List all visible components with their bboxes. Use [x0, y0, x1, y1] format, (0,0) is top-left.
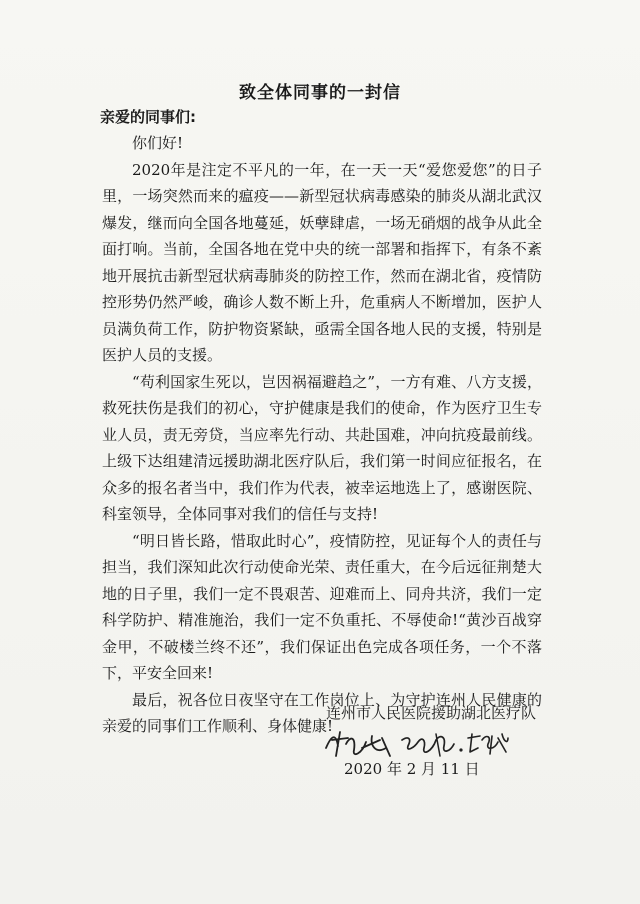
- handwritten-signature-1: [322, 730, 394, 760]
- handwritten-signature-3: [458, 730, 510, 760]
- handwritten-signature-2: [400, 730, 456, 760]
- letter-body: [102, 130, 542, 740]
- paragraph-2: “苟利国家生死以，岂因祸福避趋之”，一方有难、八方支援，救死扶伤是我们的初心，守护健康是我们的使命，作为医疗卫生专业人员，责无旁贷，当应率先行动、共赴国难，冲向抗疫最前线。上级下达组建清远援助湖北医疗队后，我们第一时间应征报名，在众多的报名者当中，我们作为代表，被幸运地选上了，感谢医院、科室领导，全体同事对我们的信任与支持!: [102, 372, 542, 523]
- paragraph-4: 最后，祝各位日夜坚守在工作岗位上、为守护连州人民健康的亲爱的同事们工作顺利、身体健康!: [102, 690, 542, 735]
- salutation: 亲爱的同事们:: [100, 108, 196, 126]
- letter-date: 2020 年 2 月 11 日: [344, 760, 480, 778]
- letter-title: 致全体同事的一封信: [239, 83, 401, 103]
- paragraph-3: “明日皆长路，惜取此时心”，疫情防控，见证每个人的责任与担当，我们深知此次行动使命光荣、责任重大，在今后远征荆楚大地的日子里，我们一定不畏艰苦、迎难而上、同舟共济，我们一定科学防护、精准施治，我们一定不负重托、不辱使命!“黄沙百战穿金甲，不破楼兰终不还”，我们保证出色完成各项任务，一个不落下，平安全回来!: [102, 531, 542, 682]
- signature-organization: 连州市人民医院援助湖北医疗队: [326, 704, 537, 722]
- greeting: 你们好!: [132, 134, 184, 152]
- paragraph-1: 2020年是注定不平凡的一年，在一天一天“爱您爱您”的日子里，一场突然而来的瘟疫——新型冠状病毒感染的肺炎从湖北武汉爆发，继而向全国各地蔓延，妖孽肆虐，一场无硝烟的战争从此全面打响。当前，全国各地在党中央的统一部署和指挥下，有条不紊地开展抗击新型冠状病毒肺炎的防控工作，然而在湖北省，疫情防控形势仍然严峻，确诊人数不断上升，危重病人不断增加，医护人员满负荷工作，防护物资紧缺，亟需全国各地人民的支援，特别是医护人员的支援。: [102, 160, 542, 364]
